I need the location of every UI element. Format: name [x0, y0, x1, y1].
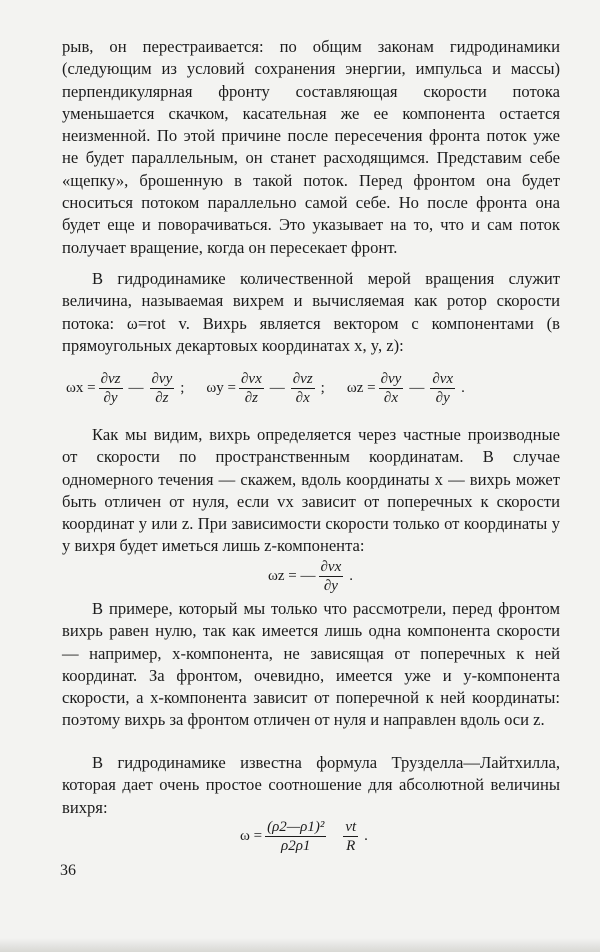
wz-label: ωz = [346, 380, 376, 396]
omega-label: ω = [240, 828, 263, 844]
fraction [430, 370, 455, 407]
denominator: ∂z [155, 390, 169, 406]
vorticity-components-formula [66, 370, 468, 407]
separator: ; [180, 380, 185, 396]
minus-sign: — [128, 380, 144, 396]
denominator: ∂y [103, 390, 118, 406]
z-vorticity-formula [268, 558, 356, 595]
denominator: ∂x [295, 390, 310, 406]
denominator: ∂y [323, 578, 338, 594]
fraction [265, 818, 326, 855]
fraction [319, 558, 344, 595]
numerator: ∂vz [292, 371, 313, 387]
paragraph-2-block [62, 268, 560, 357]
denominator: ∂x [383, 390, 398, 406]
denominator: ρ2ρ1 [281, 838, 311, 854]
numerator: ∂vy [380, 371, 402, 387]
numerator: ∂vx [320, 559, 342, 575]
separator: ; [320, 380, 325, 396]
numerator: ∂vz [100, 371, 121, 387]
page-number: 36 [60, 862, 76, 879]
numerator: ∂vy [151, 371, 173, 387]
fraction [239, 370, 264, 407]
fraction [379, 370, 404, 407]
period: . [364, 828, 368, 844]
paragraph-4: В примере, который мы только что рассмотрели, перед фронтом вихрь равен нулю, так как имеется лишь одна компонента скорости — например, x-компонента, не зависящая от поперечных к ней координат. За фронтом, очевидно, имеется уже и y-компонента скорости, а x-компонента зависит от поперечной к ней координаты: поэтому вихрь за фронтом отличен от нуля и направлен вдоль оси z. [62, 599, 560, 730]
page-bottom-edge [0, 938, 600, 952]
period: . [461, 380, 465, 396]
denominator: R [346, 838, 356, 854]
minus-sign: — [409, 380, 425, 396]
wy-label: ωy = [206, 380, 237, 396]
truesdell-lighthill-formula [240, 818, 371, 855]
paragraph-1: рыв, он перестраивается: по общим законам гидродинамики (следующим из условий сохранения энергии, импульса и массы) перпендикулярная фронту составляющая скорости потока уменьшается скачком, касательная же ее компонента остается неизменной. По этой причине после пересечения фронта поток уже не будет параллельным, он станет расходящимся. Представим себе «щепку», брошенную в такой поток. Перед фронтом она будет сноситься потоком параллельно самой себе. Но после фронта она будет еще и поворачиваться. Это указывает на то, что и сам поток получает вращение, когда он пересекает фронт. [62, 37, 560, 257]
paragraph-3: Как мы видим, вихрь определяется через частные производные от скорости по пространственным координатам. В случае одномерного течения — скажем, вдоль координаты x — вихрь может быть отличен от нуля, если vx зависит от поперечных к скорости координат y или z. При зависимости скорости только от координаты y у вихря будет иметься лишь z-компонента: [62, 425, 560, 556]
wz-label: ωz = — [268, 568, 316, 584]
wx-label: ωx = [66, 380, 96, 396]
numerator: ∂vx [241, 371, 262, 387]
fraction [150, 370, 175, 407]
paragraph-4-block [62, 598, 560, 732]
fraction [343, 818, 358, 855]
paragraph-5: В гидродинамике известна формула Трузделла—Лайтхилла, которая дает очень простое соотношение для абсолютной величины вихря: [62, 753, 560, 817]
denominator: ∂z [244, 390, 258, 406]
fraction [99, 370, 123, 407]
numerator: (ρ2—ρ1)² [267, 819, 325, 835]
numerator: vt [345, 819, 357, 835]
minus-sign: — [269, 380, 285, 396]
paragraph-5-block [62, 752, 560, 819]
paragraph-3-block [62, 424, 560, 558]
period: . [349, 568, 353, 584]
numerator: ∂vx [432, 371, 454, 387]
denominator: ∂y [435, 390, 450, 406]
fraction [291, 370, 315, 407]
paragraph-1-block [62, 36, 560, 259]
paragraph-2: В гидродинамике количественной мерой вращения служит величина, называемая вихрем и вычисляемая как ротор скорости потока: ω=rot v. Вихрь является вектором с компонентами (в прямоугольных декартовых координатах x, y, z): [62, 269, 560, 355]
